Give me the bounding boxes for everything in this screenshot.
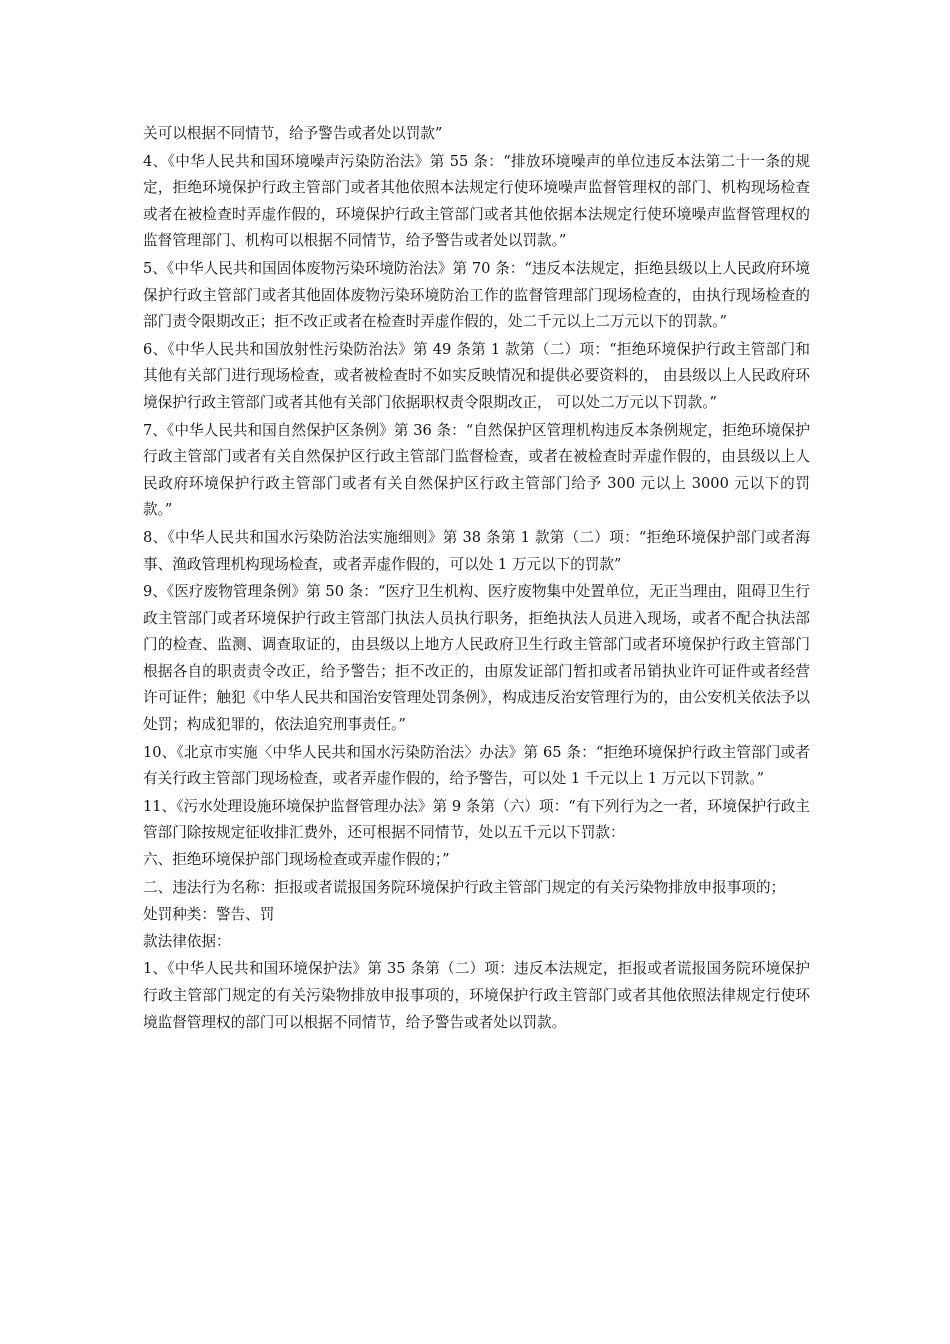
paragraph-item-11-sub-6: 六、拒绝环境保护部门现场检查或弄虚作假的；” bbox=[143, 851, 450, 869]
paragraph-continuation: 关可以根据不同情节，给予警告或者处以罚款” bbox=[143, 125, 443, 142]
penalty-type-line: 处罚种类：警告、罚 bbox=[143, 906, 275, 924]
document-page bbox=[143, 121, 810, 1037]
legal-basis-label: 款法律依据： bbox=[143, 932, 231, 950]
paragraph-item-4: 4、《中华人民共和国环境噪声污染防治法》第 55 条：“排放环境噪声的单位违反本法第二十一条的规定，拒绝环境保护行政主管部门或者其他依照本法规定行使环境噪声监督管理权的部门、机构现场检查或者在被检查时弄虚作假的，环境保护行政主管部门或者其他依据本法规定行使环境噪声监督管理权的监督管理部门、机构可以根据不同情节，给予警告或者处以罚款。” bbox=[143, 152, 810, 250]
paragraph-item-9: 9、《医疗废物管理条例》第 50 条：“医疗卫生机构、医疗废物集中处置单位，无正当理由，阻碍卫生行政主管部门或者环境保护行政主管部门执法人员执行职务，拒绝执法人员进入现场，或者不配合执法部门的检查、监测、调查取证的，由县级以上地方人民政府卫生行政主管部门或者环境保护行政主管部门根据各自的职责责令改正，给予警告；拒不改正的，由原发证部门暂扣或者吊销执业许可证件或者经营许可证件；触犯《中华人民共和国治安管理处罚条例》，构成违反治安管理行为的，由公安机关依法予以处罚；构成犯罪的，依法追究刑事责任。” bbox=[143, 583, 810, 734]
section-heading-2: 二、违法行为名称：拒报或者谎报国务院环境保护行政主管部门规定的有关污染物排放申报事项的； bbox=[143, 878, 786, 896]
paragraph-item-10: 10、《北京市实施〈中华人民共和国水污染防治法〉办法》第 65 条：“拒绝环境保护行政主管部门或者有关行政主管部门现场检查，或者弄虚作假的，给予警告，可以处 1 千元以上 1 万元以下罚款。” bbox=[143, 743, 810, 788]
paragraph-item-6: 6、《中华人民共和国放射性污染防治法》第 49 条第 1 款第（二）项：“拒绝环境保护行政主管部门和其他有关部门进行现场检查，或者被检查时不如实反映情况和提供必要资料的， 由县级以上人民政府环境保护行政主管部门或者其他有关部门依据职权责令限期改正， 可以处二万元以下罚款。” bbox=[143, 340, 810, 411]
paragraph-item-7: 7、《中华人民共和国自然保护区条例》第 36 条：“自然保护区管理机构违反本条例规定，拒绝环境保护行政主管部门或者有关自然保护区行政主管部门监督检查，或者在被检查时弄虚作假的，由县级以上人民政府环境保护行政主管部门或者有关自然保护区行政主管部门给予 300 元以上 3000 元以下的罚款。” bbox=[143, 421, 810, 519]
paragraph-item-8: 8、《中华人民共和国水污染防治法实施细则》第 38 条第 1 款第（二）项：“拒绝环境保护部门或者海事、渔政管理机构现场检查，或者弄虚作假的，可以处 1 万元以下的罚款” bbox=[143, 528, 810, 573]
paragraph-item-5: 5、《中华人民共和国固体废物污染环境防治法》第 70 条：“违反本法规定，拒绝县级以上人民政府环境保护行政主管部门或者其他固体废物污染环境防治工作的监督管理部门现场检查的，由执行现场检查的部门责令限期改正；拒不改正或者在检查时弄虚作假的，处二千元以上二万元以下的罚款。” bbox=[143, 259, 810, 331]
paragraph-basis-1: 1、《中华人民共和国环境保护法》第 35 条第（二）项：违反本法规定，拒报或者谎报国务院环境保护行政主管部门规定的有关污染物排放申报事项的，环境保护行政主管部门或者其他依照法律规定行使环境监督管理权的部门可以根据不同情节，给予警告或者处以罚款。 bbox=[143, 960, 810, 1031]
paragraph-item-11: 11、《污水处理设施环境保护监督管理办法》第 9 条第（六）项：“有下列行为之一者，环境保护行政主管部门除按规定征收排汇费外，还可根据不同情节，处以五千元以下罚款： bbox=[143, 797, 810, 842]
